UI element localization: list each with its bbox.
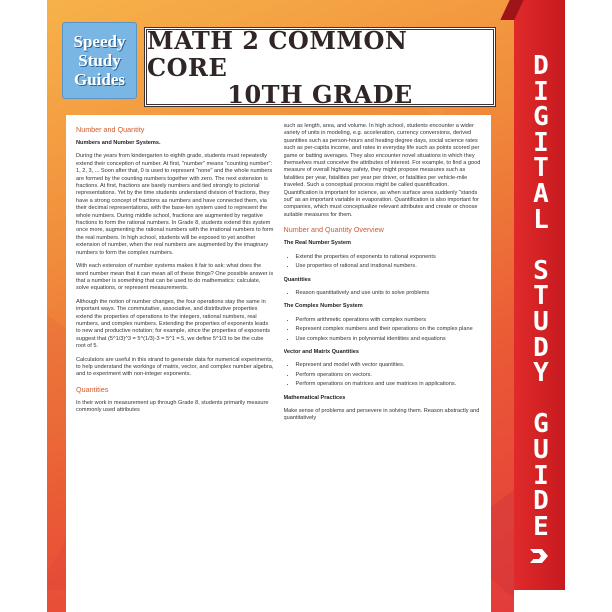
spine-letter: I <box>533 460 549 491</box>
logo-line-2: Study <box>78 51 121 70</box>
left-column <box>76 123 274 612</box>
subheading: Vector and Matrix Quantities <box>283 348 360 355</box>
section-heading: Number and Quantity <box>76 125 145 134</box>
list-item: • Use complex numbers in polynomial identities and equations <box>296 336 482 343</box>
list-item: • Represent complex numbers and their operations on the complex plane <box>296 326 482 333</box>
bullet-list <box>284 254 482 271</box>
subheading: Mathematical Practices <box>283 394 346 401</box>
list-item: • Reason quantitatively and use units to solve problems <box>296 290 482 297</box>
list-item: • Represent and model with vector quantities. <box>296 362 482 369</box>
spine-letter: U <box>533 306 549 337</box>
spine-letter: A <box>533 178 549 209</box>
bullet-list <box>284 290 482 297</box>
list-item: • Perform operations on vectors. <box>296 372 482 379</box>
spine-letter: G <box>533 102 549 133</box>
logo-line-1: Speedy <box>73 32 126 51</box>
spine-letter: U <box>533 434 549 465</box>
spine-letter: D <box>533 486 549 517</box>
title-line-1: MATH 2 COMMON CORE <box>147 25 408 82</box>
list-item: • Perform operations on matrices and use matrices in applications. <box>296 381 482 388</box>
paragraph: Calculators are useful in this strand to generate data for numerical experiments, to help understand the workings of matrix, vector, and complex number algebra, and to experiment with non-integer exponents. <box>76 356 274 378</box>
list-item: • Use properties of rational and irrational numbers. <box>296 263 482 270</box>
section-heading: Number and Quantity Overview <box>283 225 384 235</box>
spine-letter: D <box>533 51 549 81</box>
right-column <box>284 123 482 612</box>
subheading: Quantities <box>283 276 311 283</box>
subheading: The Real Number System <box>283 240 351 247</box>
paragraph: Although the notion of number changes, the four operations stay the same in important ways. The commutative, associative, and distributive properties extend the properties of operations to the integers, rational numbers, real numbers, and complex numbers. Extending the properties of exponents leads to new and productive notation; for example, since the properties of exponents suggest that (5^1/3)^3 = 5^(1/3)·3 = 5^1 = 5, we define 5^1/3 to be the cube root of 5. <box>76 298 271 350</box>
paragraph: During the years from kindergarten to eighth grade, students must repeatedly extend their conception of number. At first, "number" means "counting number": 1, 2, 3, ... Soon after that, 0 is used to represent "none" and the whole numbers are formed by the counting numbers together with zero. The next extension is fractions. At first, fractions are barely numbers and tied strongly to pictorial representations. Yet by the time students understand division of fractions, they have a strong concept of fractions as numbers and have connected them, via their decimal representations, with the base-ten system used to represent the whole numbers. During middle school, fractions are augmented by negative fractions to form the rational numbers. In Grade 8, students extend this system once more, augmenting the rational numbers with the irrational numbers to form the real numbers. In high school, students will be exposed to yet another extension of number, when the real numbers are augmented by the imaginary numbers to form the complex numbers. <box>76 153 274 256</box>
paragraph: With each extension of number systems makes it fair to ask: what does the word number mean that it can mean all of these things? One possible answer is that a number is something that can be used to do mathematics: calculate, solve equations, or represent measurements. <box>76 263 274 292</box>
list-item: • Perform arithmetic operations with complex numbers <box>296 317 482 324</box>
spine-letter: D <box>533 332 549 363</box>
subheading: The Complex Number System <box>283 303 363 310</box>
spine-letter: S <box>533 255 549 286</box>
title-line-2: 10TH GRADE <box>227 79 413 109</box>
bullet-list <box>284 317 482 343</box>
speedy-logo-icon <box>528 547 550 565</box>
spine-letter: T <box>533 153 549 184</box>
list-item: • Extend the properties of exponents to rational exponents <box>296 254 482 261</box>
spine-letter: Y <box>533 358 549 389</box>
paragraph: such as length, area, and volume. In high school, students encounter a wider variety of units in modeling, e.g. acceleration, currency conversions, derived quantities such as person-hours and heating degree days, social science rates such as per-capita income, and rates in everyday life such as points scored per game or batting averages. They also encounter novel situations in which they themselves must conceive the attributes of interest. For example, to find a good measure of overall highway safety, they might propose measures such as fatalities per year, fatalities per year per driver, or fatalities per vehicle-mile traveled. Such a conceptual process might be called quantification. Quantification is important for science, as when surface area suddenly "stands out" as an important variable in evaporation. Quantification is also important for companies, which must conceptualize relevant attributes and create or choose suitable measures for them. <box>283 123 481 218</box>
content-panel <box>66 115 491 612</box>
spine-letter: E <box>533 511 549 542</box>
logo-line-3: Guides <box>73 70 126 89</box>
brand-logo <box>62 22 137 99</box>
spine-letter: I <box>533 76 549 107</box>
spine-letter: I <box>533 127 549 158</box>
bullet-list <box>284 362 482 388</box>
section-heading: Quantities <box>76 384 109 394</box>
spine-title <box>526 51 556 542</box>
spine-letter: G <box>533 409 549 440</box>
subheading: Numbers and Number Systems. <box>76 140 161 146</box>
paragraph: Make sense of problems and persevere in solving them. Reason abstractly and quantitatively <box>283 407 480 422</box>
paragraph: In their work in measurement up through Grade 8, students primarily measure commonly used attributes <box>76 399 269 414</box>
title-box <box>144 27 496 107</box>
spine-letter: L <box>533 204 549 235</box>
spine-letter: T <box>533 281 549 312</box>
